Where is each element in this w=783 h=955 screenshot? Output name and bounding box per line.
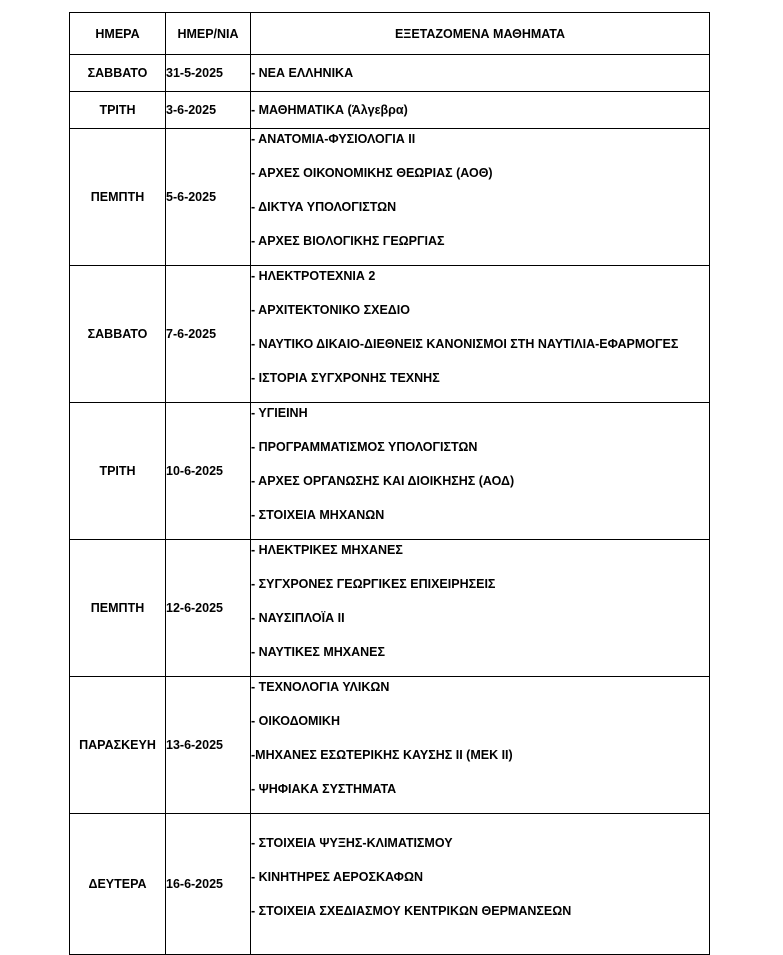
subjects-cell bbox=[251, 540, 710, 677]
date-cell: 12-6-2025 bbox=[166, 540, 251, 677]
table-row bbox=[70, 403, 710, 540]
subject-item: - ΟΙΚΟΔΟΜΙΚΗ bbox=[251, 714, 340, 728]
subjects-cell bbox=[251, 403, 710, 540]
header-day: ΗΜΕΡΑ bbox=[70, 13, 166, 55]
subjects-cell bbox=[251, 92, 710, 129]
subject-item: - ΝΕΑ ΕΛΛΗΝΙΚΑ bbox=[251, 66, 354, 80]
date-cell: 3-6-2025 bbox=[166, 92, 251, 129]
subject-item: - ΠΡΟΓΡΑΜΜΑΤΙΣΜΟΣ ΥΠΟΛΟΓΙΣΤΩΝ bbox=[251, 440, 478, 454]
header-row bbox=[70, 13, 710, 55]
day-cell: ΔΕΥΤΕΡΑ bbox=[70, 814, 166, 955]
date-cell: 10-6-2025 bbox=[166, 403, 251, 540]
day-cell: ΠΕΜΠΤΗ bbox=[70, 129, 166, 266]
table-row bbox=[70, 55, 710, 92]
table-row bbox=[70, 129, 710, 266]
subject-item: - ΤΕΧΝΟΛΟΓΙΑ ΥΛΙΚΩΝ bbox=[251, 680, 390, 694]
subject-item: - ΝΑΥΤΙΚΕΣ ΜΗΧΑΝΕΣ bbox=[251, 645, 386, 659]
day-cell: ΣΑΒΒΑΤΟ bbox=[70, 266, 166, 403]
header-subjects: ΕΞΕΤΑΖΟΜΕΝΑ ΜΑΘΗΜΑΤΑ bbox=[251, 13, 710, 55]
subject-item: - ΣΥΓΧΡΟΝΕΣ ΓΕΩΡΓΙΚΕΣ ΕΠΙΧΕΙΡΗΣΕΙΣ bbox=[251, 577, 496, 591]
subject-item: - ΔΙΚΤΥΑ ΥΠΟΛΟΓΙΣΤΩΝ bbox=[251, 200, 397, 214]
subject-item: - ΑΝΑΤΟΜΙΑ-ΦΥΣΙΟΛΟΓΙΑ ΙΙ bbox=[251, 132, 416, 146]
subjects-cell bbox=[251, 677, 710, 814]
subject-item: - ΗΛΕΚΤΡΙΚΕΣ ΜΗΧΑΝΕΣ bbox=[251, 543, 403, 557]
subjects-cell bbox=[251, 814, 710, 955]
subject-item: - ΣΤΟΙΧΕΙΑ ΣΧΕΔΙΑΣΜΟΥ ΚΕΝΤΡΙΚΩΝ ΘΕΡΜΑΝΣΕΩΝ bbox=[251, 904, 572, 918]
day-cell: ΤΡΙΤΗ bbox=[70, 92, 166, 129]
table-row bbox=[70, 92, 710, 129]
subject-item: - ΙΣΤΟΡΙΑ ΣΥΓΧΡΟΝΗΣ ΤΕΧΝΗΣ bbox=[251, 371, 440, 385]
exam-schedule-table bbox=[69, 12, 710, 955]
date-cell: 13-6-2025 bbox=[166, 677, 251, 814]
subjects-cell bbox=[251, 129, 710, 266]
day-cell: ΤΡΙΤΗ bbox=[70, 403, 166, 540]
subject-item: - ΣΤΟΙΧΕΙΑ ΨΥΞΗΣ-ΚΛΙΜΑΤΙΣΜΟΥ bbox=[251, 836, 453, 850]
subject-item: - ΑΡΧΕΣ ΟΡΓΑΝΩΣΗΣ ΚΑΙ ΔΙΟΙΚΗΣΗΣ (ΑΟΔ) bbox=[251, 474, 515, 488]
subject-item: - ΨΗΦΙΑΚΑ ΣΥΣΤΗΜΑΤΑ bbox=[251, 782, 397, 796]
date-cell: 31-5-2025 bbox=[166, 55, 251, 92]
subjects-cell bbox=[251, 55, 710, 92]
day-cell: ΠΑΡΑΣΚΕΥΗ bbox=[70, 677, 166, 814]
subject-item: - ΗΛΕΚΤΡΟΤΕΧΝΙΑ 2 bbox=[251, 269, 376, 283]
subject-item: - ΑΡΧΕΣ ΟΙΚΟΝΟΜΙΚΗΣ ΘΕΩΡΙΑΣ (ΑΟΘ) bbox=[251, 166, 493, 180]
date-cell: 16-6-2025 bbox=[166, 814, 251, 955]
date-cell: 7-6-2025 bbox=[166, 266, 251, 403]
subject-item: -ΜΗΧΑΝΕΣ ΕΣΩΤΕΡΙΚΗΣ ΚΑΥΣΗΣ ΙΙ (ΜΕΚ ΙΙ) bbox=[251, 748, 513, 762]
day-cell: ΣΑΒΒΑΤΟ bbox=[70, 55, 166, 92]
subject-item: - ΝΑΥΤΙΚΟ ΔΙΚΑΙΟ-ΔΙΕΘΝΕΙΣ ΚΑΝΟΝΙΣΜΟΙ ΣΤΗ ΝΑΥΤΙΛΙΑ-ΕΦΑΡΜΟΓΕΣ bbox=[251, 337, 679, 351]
day-cell: ΠΕΜΠΤΗ bbox=[70, 540, 166, 677]
table-row bbox=[70, 540, 710, 677]
subjects-cell bbox=[251, 266, 710, 403]
date-cell: 5-6-2025 bbox=[166, 129, 251, 266]
subject-item: - ΑΡΧΙΤΕΚΤΟΝΙΚΟ ΣΧΕΔΙΟ bbox=[251, 303, 410, 317]
subject-item: - ΜΑΘΗΜΑΤΙΚΑ (Άλγεβρα) bbox=[251, 103, 408, 117]
table-row bbox=[70, 814, 710, 955]
schedule-body bbox=[70, 55, 710, 955]
subject-item: - ΚΙΝΗΤΗΡΕΣ ΑΕΡΟΣΚΑΦΩΝ bbox=[251, 870, 423, 884]
subject-item: - ΣΤΟΙΧΕΙΑ ΜΗΧΑΝΩΝ bbox=[251, 508, 385, 522]
table-row bbox=[70, 266, 710, 403]
subject-item: - ΝΑΥΣΙΠΛΟΪΑ ΙΙ bbox=[251, 611, 345, 625]
subject-item: - ΑΡΧΕΣ ΒΙΟΛΟΓΙΚΗΣ ΓΕΩΡΓΙΑΣ bbox=[251, 234, 445, 248]
table-row bbox=[70, 677, 710, 814]
header-date: ΗΜΕΡ/ΝΙΑ bbox=[166, 13, 251, 55]
subject-item: - ΥΓΙΕΙΝΗ bbox=[251, 406, 308, 420]
